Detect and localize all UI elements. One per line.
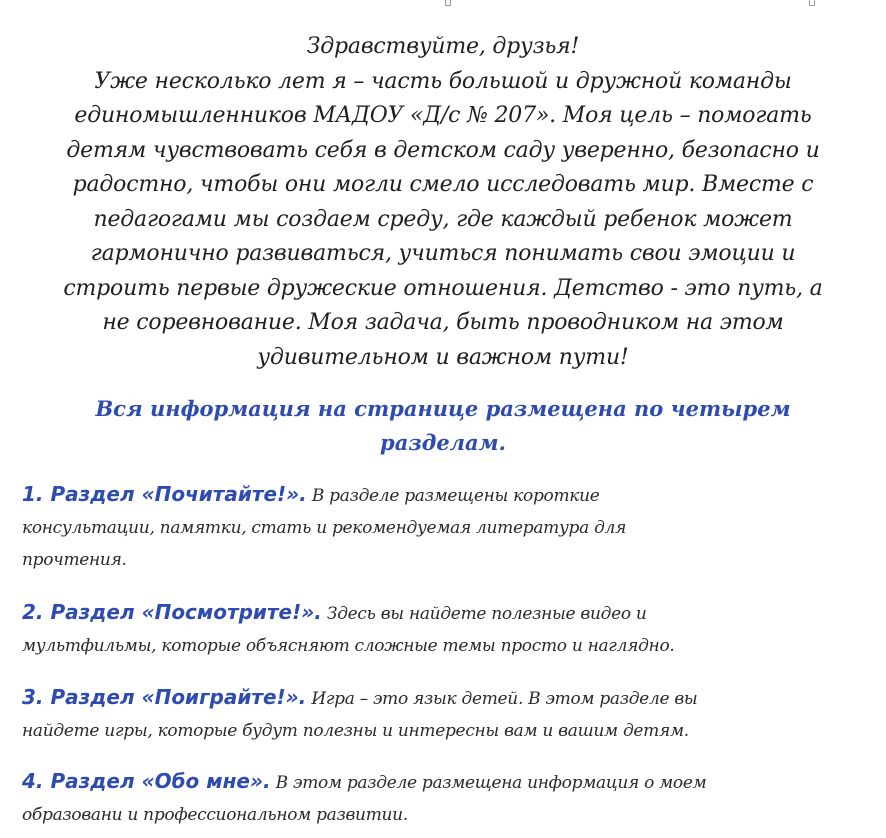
section-first-line xyxy=(22,478,872,512)
layout-marker-icon xyxy=(445,0,451,6)
heading-line: разделам. xyxy=(380,430,506,455)
section-title: 4. Раздел «Обо мне». xyxy=(22,769,271,793)
intro-line: гармонично развиваться, учиться понимать свои эмоции и xyxy=(90,241,796,266)
section-first-line xyxy=(22,681,872,715)
intro-line: удивительном и важном пути! xyxy=(257,344,629,370)
section-watch xyxy=(22,596,872,662)
heading-line: Вся информация на странице размещена по четырем xyxy=(95,396,791,421)
section-about-me xyxy=(22,765,872,831)
section-play xyxy=(22,681,872,747)
intro-line: педагогами мы создаем среду, где каждый ребенок может xyxy=(93,206,793,232)
intro-line: строить первые дружеские отношения. Детство - это путь, а xyxy=(63,275,823,301)
section-text: прочтения. xyxy=(22,550,127,570)
intro-line: детям чувствовать себя в детском саду уверенно, безопасно и xyxy=(66,137,820,163)
layout-marker-icon xyxy=(809,0,815,6)
intro-line: Уже несколько лет я – часть большой и дружной команды xyxy=(94,68,792,94)
section-title: 1. Раздел «Почитайте!». xyxy=(22,482,307,506)
section-read xyxy=(22,478,872,576)
section-text: образовани и профессиональном развитии. xyxy=(22,805,408,825)
section-text: Игра – это язык детей. В этом разделе вы xyxy=(306,689,698,709)
section-text: консультации, памятки, стать и рекомендуемая литература для xyxy=(22,518,627,538)
sections-heading xyxy=(20,392,866,460)
section-text: мультфильмы, которые объясняют сложные темы просто и наглядно. xyxy=(22,636,675,656)
section-text: Здесь вы найдете полезные видео и xyxy=(321,604,647,624)
section-title: 3. Раздел «Поиграйте!». xyxy=(22,685,307,709)
section-text: В разделе размещены короткие xyxy=(306,486,600,506)
section-text: найдете игры, которые будут полезны и интересны вам и вашим детям. xyxy=(22,721,689,741)
intro-line: не соревнование. Моя задача, быть проводником на этом xyxy=(102,310,784,335)
greeting-line: Здравствуйте, друзья! xyxy=(306,34,580,59)
section-text: В этом разделе размещена информация о моем xyxy=(270,773,707,793)
section-title: 2. Раздел «Посмотрите!». xyxy=(22,600,322,624)
greeting-paragraph xyxy=(20,30,866,375)
section-first-line xyxy=(22,765,872,799)
section-first-line xyxy=(22,596,872,630)
intro-line: единомышленников МАДОУ «Д/с № 207». Моя цель – помогать xyxy=(74,103,812,128)
intro-line: радостно, чтобы они могли смело исследовать мир. Вместе с xyxy=(72,172,814,197)
